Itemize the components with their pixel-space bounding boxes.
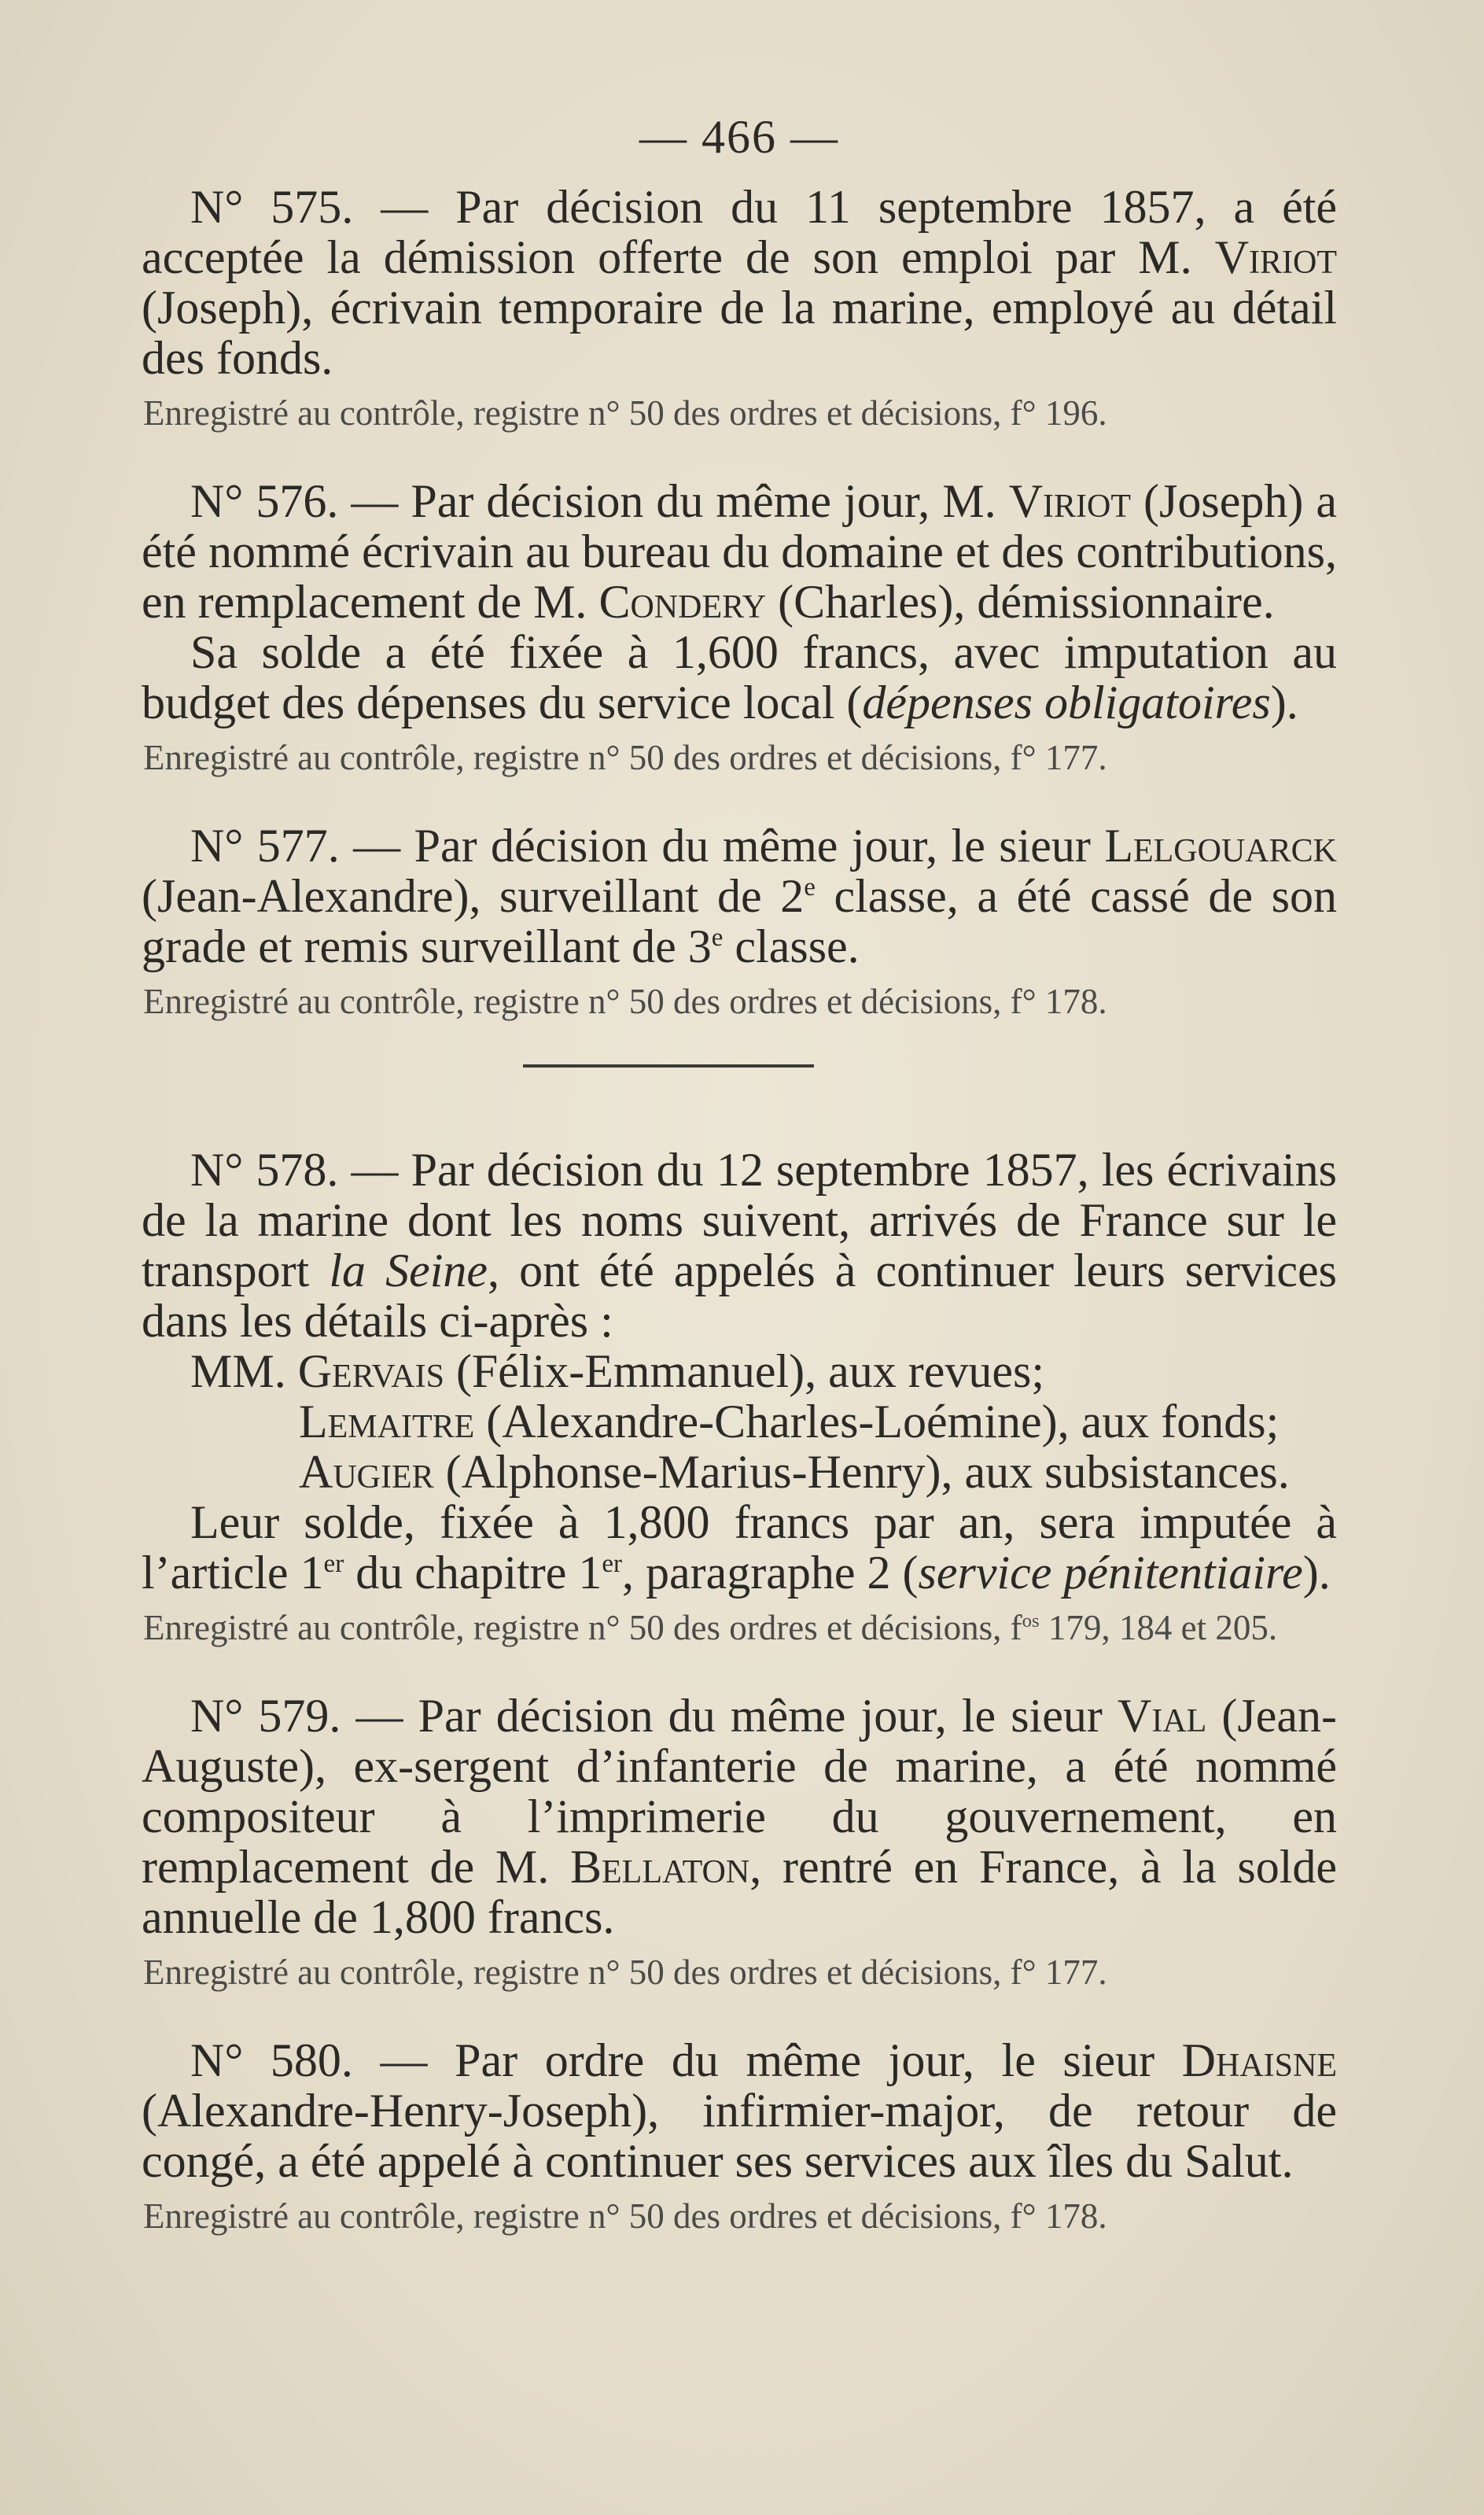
registration-576: Enregistré au contrôle, registre n° 50 des ordres et décisions, f° 177. [143,738,1107,777]
registration-579: Enregistré au contrôle, registre n° 50 des ordres et décisions, f° 177. [143,1953,1107,1992]
person-name: Condery [598,576,767,628]
ordinal-suffix: e [711,924,724,952]
text-segment: N° 580. — Par ordre du même jour, le sieur [190,2034,1182,2086]
text-segment: 179, 184 et 205. [1039,1608,1278,1647]
text-segment: (Alphonse-Marius-Henry), aux subsistances. [433,1446,1290,1498]
folio-suffix: os [1022,1610,1040,1632]
person-name: Gervais [297,1345,444,1397]
ordinal-suffix: e [804,873,816,902]
text-segment: N° 576. — Par décision du même jour, M. [190,475,1009,527]
text-segment: MM. [190,1345,298,1397]
text-segment: (Jean-Alexandre), surveillant de 2 [142,870,805,922]
text-segment: Enregistré au contrôle, registre n° 50 des ordres et décisions, f [143,1608,1022,1647]
decision-579 [142,1691,1337,1942]
text-segment: (Joseph), écrivain temporaire de la marine, employé au détail des fonds. [142,282,1337,384]
registration-578 [143,1606,1337,1650]
ordinal-suffix: er [323,1550,344,1578]
decision-576 [142,476,1337,627]
person-name: Viriot [1214,231,1337,283]
person-name: Viriot [1008,475,1132,527]
text-segment: N° 577. — Par décision du même jour, le sieur [190,820,1105,872]
decision-580 [142,2035,1337,2186]
registration-577: Enregistré au contrôle, registre n° 50 des ordres et décisions, f° 178. [143,982,1107,1021]
appointee-item [142,1396,1337,1447]
appointee-item [142,1447,1337,1497]
appointee-item [142,1346,1337,1396]
person-name: Vial [1118,1690,1207,1742]
spacer [142,1113,1337,1145]
section-divider [523,1064,814,1068]
person-name: Bellaton [570,1841,750,1893]
text-segment: classe. [723,920,860,972]
text-segment: N° 575. — Par décision du 11 septembre 1857, a été acceptée la démission offerte de son emploi par M. [142,181,1337,283]
page-number: — 466 — [639,111,839,163]
page-content [142,110,1337,2279]
ordinal-suffix: er [602,1550,623,1578]
text-segment: , rentré en France, à la solde annuelle de 1,800 francs. [142,1841,1337,1943]
text-segment: Leur solde, fixée à 1,800 francs par an, sera imputée à l’article 1 [142,1496,1337,1599]
decision-576-salary [142,627,1337,728]
text-segment: ). [1270,677,1298,728]
text-segment: , ont été appelés à continuer leurs services dans les détails ci-après : [142,1245,1338,1347]
text-segment: (Jean-Auguste), ex-sergent d’infanterie de marine, a été nommé compositeur à l’imprimerie du gouvernement, en remplacement de M. [142,1690,1337,1893]
italic-term: dépenses obligatoires [862,677,1271,728]
person-name: Lelgouarck [1104,820,1337,872]
decision-577 [142,821,1337,972]
text-segment: (Félix-Emmanuel), aux revues; [444,1345,1045,1397]
registration-580: Enregistré au contrôle, registre n° 50 des ordres et décisions, f° 178. [143,2196,1107,2236]
text-segment: N° 579. — Par décision du même jour, le sieur [190,1690,1118,1742]
person-name: Dhaisne [1181,2034,1337,2086]
text-segment: (Joseph) a été nommé écrivain au bureau du domaine et des contributions, en remplacement de M. [142,475,1337,628]
person-name: Augier [299,1446,434,1498]
text-segment: (Alexandre-Henry-Joseph), infirmier-major, de retour de congé, a été appelé à continuer ses services aux îles du Salut. [142,2085,1337,2187]
text-segment: classe, a été cassé de son grade et remis surveillant de 3 [142,870,1337,972]
text-segment: Sa solde a été fixée à 1,600 francs, avec imputation au budget des dépenses du service local ( [142,626,1337,728]
text-segment: du chapitre 1 [344,1547,602,1599]
text-segment: , paragraphe 2 ( [622,1547,919,1599]
decision-578 [142,1145,1337,1346]
text-segment: (Charles), démissionnaire. [766,576,1275,628]
decision-575 [142,182,1337,383]
italic-term: service pénitentiaire [918,1547,1303,1599]
text-segment: (Alexandre-Charles-Loémine), aux fonds; [474,1396,1280,1447]
registration-575: Enregistré au contrôle, registre n° 50 des ordres et décisions, f° 196. [143,393,1107,433]
text-segment: ). [1302,1547,1331,1599]
decision-578-salary [142,1497,1337,1598]
ship-name: la Seine [329,1245,488,1296]
person-name: Lemaitre [299,1396,475,1447]
text-segment: N° 578. — Par décision du 12 septembre 1857, les écrivains de la marine dont les noms suivent, arrivés de France sur le transport [142,1144,1337,1296]
